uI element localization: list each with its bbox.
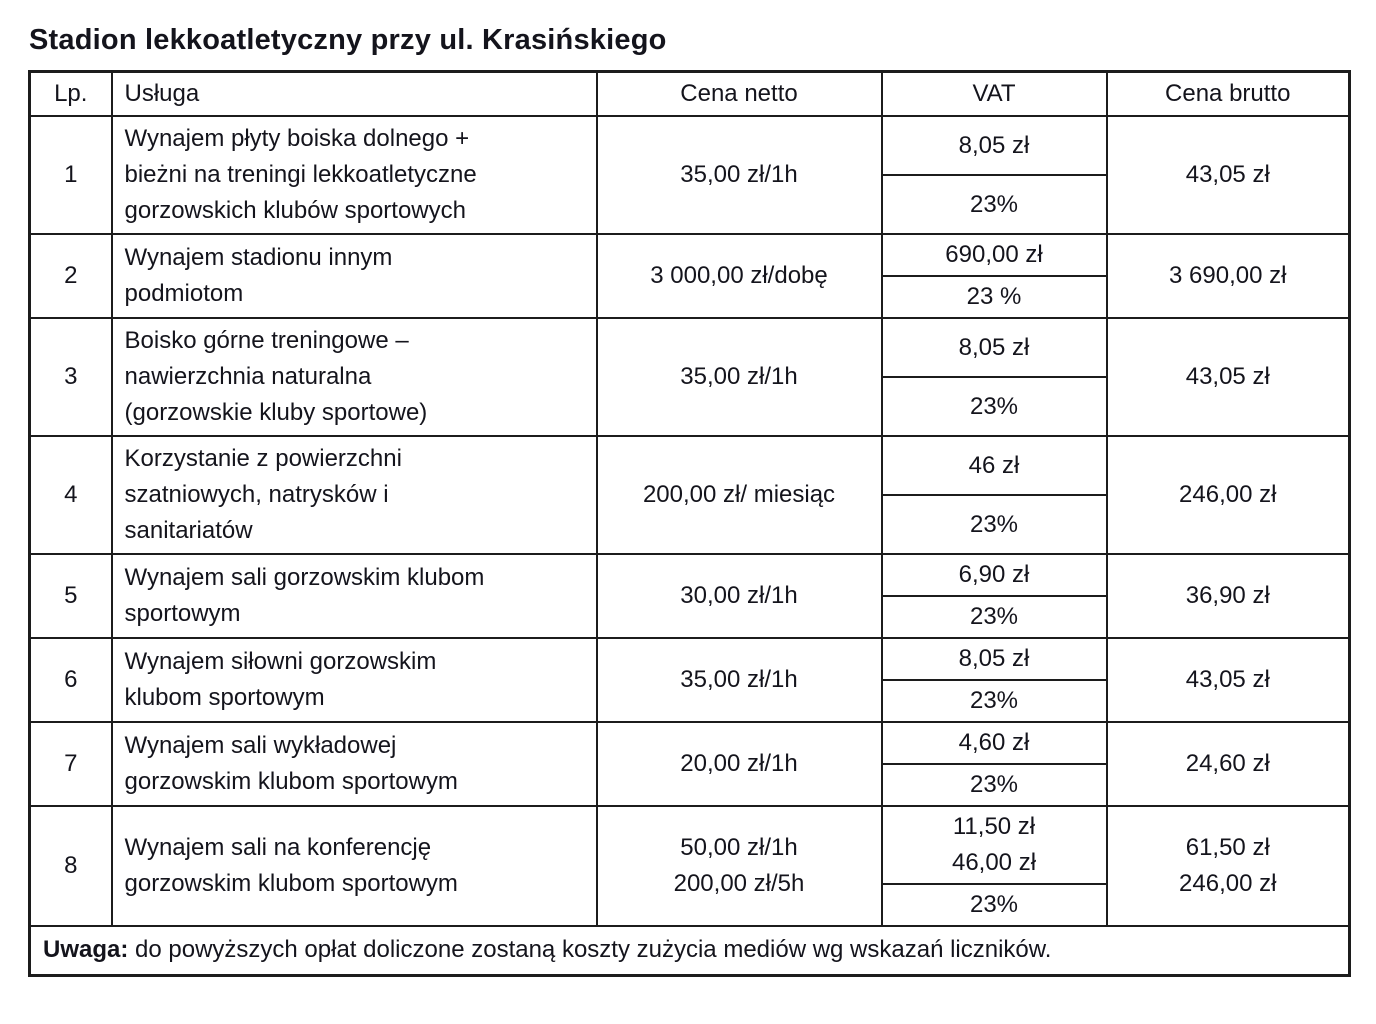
net-price-line: 35,00 zł/1h [680,363,798,390]
service-row-4 [30,436,1350,495]
column-header-cena-brutto: Cena brutto [1107,72,1350,117]
vat-amount [882,116,1107,175]
service-description-line: Wynajem sali wykładowej [124,732,397,759]
net-price [597,234,882,318]
note-label: Uwaga: [43,936,129,963]
service-description [112,234,597,318]
vat-amount [882,722,1107,764]
vat-amount-line: 8,05 zł [958,645,1030,672]
gross-price-line: 36,90 zł [1185,582,1270,609]
price-table [28,70,1351,977]
net-price [597,318,882,436]
service-description-line: nawierzchnia naturalna [124,363,372,390]
vat-amount [882,638,1107,680]
column-header-vat: VAT [882,72,1107,117]
service-description [112,554,597,638]
service-row-6 [30,638,1350,680]
gross-price-line: 24,60 zł [1185,750,1270,777]
net-price [597,638,882,722]
gross-price [1107,722,1350,806]
vat-rate: 23% [882,764,1107,806]
vat-amount-line: 8,05 zł [958,131,1030,159]
vat-amount-line: 4,60 zł [958,729,1030,756]
service-description-line: Wynajem płyty boiska dolnego + [124,125,470,152]
vat-amount [882,436,1107,495]
note-row [30,926,1350,976]
header-row [30,72,1350,117]
gross-price-line: 246,00 zł [1179,870,1277,897]
vat-rate: 23% [882,377,1107,436]
service-description-line: sportowym [124,600,241,627]
service-description [112,318,597,436]
net-price [597,722,882,806]
vat-amount [882,318,1107,377]
gross-price [1107,318,1350,436]
row-number: 7 [30,722,112,806]
service-description [112,722,597,806]
net-price-line: 3 000,00 zł/dobę [650,262,828,289]
net-price-line: 50,00 zł/1h [680,834,798,861]
row-number: 2 [30,234,112,318]
vat-amount [882,806,1107,884]
page-title: Stadion lekkoatletyczny przy ul. Krasińskiego [29,24,667,56]
note-text: do powyższych opłat doliczone zostaną koszty zużycia mediów wg wskazań liczników. [128,936,1052,963]
gross-price-line: 43,05 zł [1185,161,1270,188]
vat-rate: 23% [882,596,1107,638]
net-price [597,806,882,926]
vat-amount-line: 8,05 zł [958,333,1030,361]
service-description [112,436,597,554]
vat-rate: 23% [882,495,1107,554]
service-description [112,638,597,722]
service-description-line: Wynajem sali na konferencję [124,834,432,861]
net-price-line: 200,00 zł/5h [673,870,805,897]
net-price [597,116,882,234]
gross-price-line: 3 690,00 zł [1169,262,1287,289]
service-description [112,806,597,926]
row-number: 4 [30,436,112,554]
service-row-8 [30,806,1350,884]
gross-price [1107,234,1350,318]
service-description-line: bieżni na treningi lekkoatletyczne [124,161,477,188]
service-description-line: Boisko górne treningowe – [124,327,409,354]
gross-price-line: 246,00 zł [1179,481,1277,508]
row-number: 8 [30,806,112,926]
vat-amount-line: 690,00 zł [945,241,1043,268]
column-header-cena-netto: Cena netto [597,72,882,117]
service-description-line: (gorzowskie kluby sportowe) [124,399,428,426]
net-price [597,436,882,554]
gross-price-line: 61,50 zł [1185,834,1270,861]
vat-amount [882,554,1107,596]
service-description [112,116,597,234]
service-row-2 [30,234,1350,276]
vat-amount-line: 46,00 zł [951,849,1037,876]
vat-amount-line: 46 zł [968,451,1020,479]
gross-price-line: 43,05 zł [1185,363,1270,390]
service-description-line: klubom sportowym [124,684,325,711]
gross-price-line: 43,05 zł [1185,666,1270,693]
service-description-line: Korzystanie z powierzchni [124,445,402,472]
column-header-lp: Lp. [30,72,112,117]
net-price-line: 20,00 zł/1h [680,750,798,777]
service-description-line: Wynajem siłowni gorzowskim [124,648,437,675]
vat-amount [882,234,1107,276]
service-description-line: szatniowych, natrysków i [124,481,389,508]
vat-rate: 23% [882,175,1107,234]
gross-price [1107,436,1350,554]
service-description-line: gorzowskich klubów sportowych [124,197,466,224]
service-description-line: sanitariatów [124,517,253,544]
net-price-line: 200,00 zł/ miesiąc [642,481,836,508]
row-number: 3 [30,318,112,436]
service-row-1 [30,116,1350,175]
net-price-line: 35,00 zł/1h [680,161,798,188]
service-description-line: gorzowskim klubom sportowym [124,768,458,795]
net-price-line: 35,00 zł/1h [680,666,798,693]
service-row-7 [30,722,1350,764]
service-description-line: Wynajem stadionu innym [124,244,393,271]
service-row-3 [30,318,1350,377]
service-description-line: gorzowskim klubom sportowym [124,870,458,897]
gross-price [1107,554,1350,638]
vat-amount-line: 11,50 zł [952,813,1036,840]
net-price-line: 30,00 zł/1h [680,582,798,609]
service-description-line: Wynajem sali gorzowskim klubom [124,564,485,591]
vat-rate: 23% [882,884,1107,926]
vat-rate: 23 % [882,276,1107,318]
gross-price [1107,116,1350,234]
row-number: 6 [30,638,112,722]
net-price [597,554,882,638]
row-number: 5 [30,554,112,638]
row-number: 1 [30,116,112,234]
service-description-line: podmiotom [124,280,244,307]
gross-price [1107,638,1350,722]
gross-price [1107,806,1350,926]
note-cell [30,926,1350,976]
vat-amount-line: 6,90 zł [958,561,1030,588]
service-row-5 [30,554,1350,596]
column-header-usluga: Usługa [112,72,597,117]
vat-rate: 23% [882,680,1107,722]
